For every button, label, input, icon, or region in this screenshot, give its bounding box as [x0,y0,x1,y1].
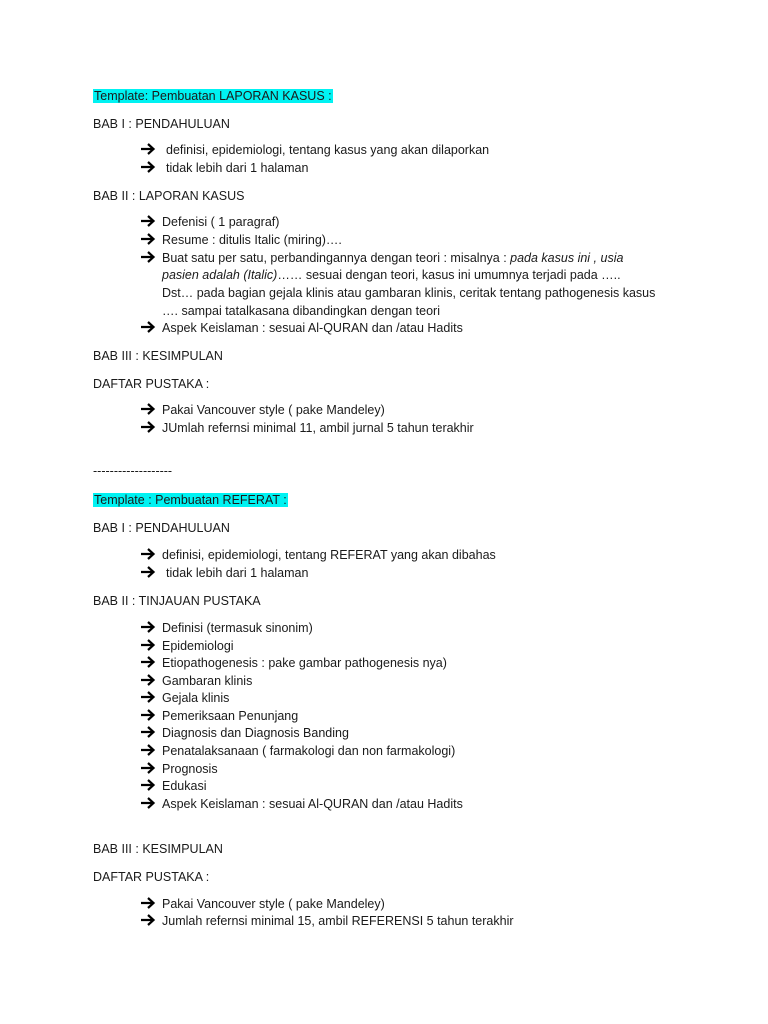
list-item-continuation [162,267,621,283]
comparison-italic-example: pasien adalah (Italic) [162,268,278,282]
list-item: Diagnosis dan Diagnosis Banding [162,726,349,740]
list-item: Epidemiologi [162,639,234,653]
right-arrow-icon [140,707,156,723]
lk-bab1-heading: BAB I : PENDAHULUAN [93,117,230,131]
list-item: Gejala klinis [162,691,230,705]
right-arrow-icon [140,231,156,247]
right-arrow-icon [140,564,156,580]
right-arrow-icon [140,419,156,435]
list-item-continuation: Dst… pada bagian gejala klinis atau gambaran klinis, ceritak tentang pathogenesis kasus [162,286,656,300]
right-arrow-icon [140,724,156,740]
list-item: Resume : ditulis Italic (miring)…. [162,233,342,247]
right-arrow-icon [140,401,156,417]
list-item: Aspek Keislaman : sesuai Al-QURAN dan /atau Hadits [162,797,463,811]
right-arrow-icon [140,637,156,653]
list-item: Aspek Keislaman : sesuai Al-QURAN dan /atau Hadits [162,321,463,335]
list-item: definisi, epidemiologi, tentang REFERAT yang akan dibahas [162,548,496,562]
list-item: Pemeriksaan Penunjang [162,709,299,723]
lk-bab3-heading: BAB III : KESIMPULAN [93,349,223,363]
list-item-comparison [162,250,623,266]
comparison-text: …… sesuai dengan teori, kasus ini umumnya terjadi pada ….. [277,268,621,282]
right-arrow-icon [140,895,156,911]
right-arrow-icon [140,654,156,670]
list-item: Pakai Vancouver style ( pake Mandeley) [162,897,385,911]
right-arrow-icon [140,760,156,776]
right-arrow-icon [140,742,156,758]
right-arrow-icon [140,159,156,175]
right-arrow-icon [140,213,156,229]
list-item: Edukasi [162,779,207,793]
right-arrow-icon [140,619,156,635]
rf-bab1-heading: BAB I : PENDAHULUAN [93,521,230,535]
list-item: Pakai Vancouver style ( pake Mandeley) [162,403,385,417]
right-arrow-icon [140,319,156,335]
right-arrow-icon [140,689,156,705]
list-item: Definisi (termasuk sinonim) [162,621,313,635]
comparison-italic-example: pada kasus ini , usia [510,251,624,265]
list-item: tidak lebih dari 1 halaman [166,161,309,175]
title-highlight: Template: Pembuatan LAPORAN KASUS : [94,89,332,103]
list-item: Defenisi ( 1 paragraf) [162,215,280,229]
list-item: Etiopathogenesis : pake gambar pathogenesis nya) [162,656,447,670]
list-item: Gambaran klinis [162,674,253,688]
right-arrow-icon [140,546,156,562]
right-arrow-icon [140,777,156,793]
lk-daftar-pustaka-heading: DAFTAR PUSTAKA : [93,377,210,391]
right-arrow-icon [140,141,156,157]
list-item: Prognosis [162,762,218,776]
list-item: JUmlah refernsi minimal 11, ambil jurnal 5 tahun terakhir [162,421,474,435]
list-item-continuation: …. sampai tatalkasana dibandingkan dengan teori [162,304,440,318]
right-arrow-icon [140,249,156,265]
right-arrow-icon [140,672,156,688]
right-arrow-icon [140,912,156,928]
title-highlight: Template : Pembuatan REFERAT : [94,493,287,507]
right-arrow-icon [140,795,156,811]
title-laporan-kasus [93,88,333,104]
rf-bab2-heading: BAB II : TINJAUAN PUSTAKA [93,594,261,608]
rf-bab3-heading: BAB III : KESIMPULAN [93,842,223,856]
title-referat [93,492,288,508]
rf-daftar-pustaka-heading: DAFTAR PUSTAKA : [93,870,210,884]
lk-bab2-heading: BAB II : LAPORAN KASUS [93,189,245,203]
list-item: definisi, epidemiologi, tentang kasus yang akan dilaporkan [166,143,490,157]
comparison-text: Buat satu per satu, perbandingannya dengan teori : misalnya : [162,251,511,265]
list-item: Jumlah refernsi minimal 15, ambil REFERENSI 5 tahun terakhir [162,914,514,928]
list-item: tidak lebih dari 1 halaman [166,566,309,580]
list-item: Penatalaksanaan ( farmakologi dan non farmakologi) [162,744,456,758]
section-separator: ------------------- [93,464,173,478]
